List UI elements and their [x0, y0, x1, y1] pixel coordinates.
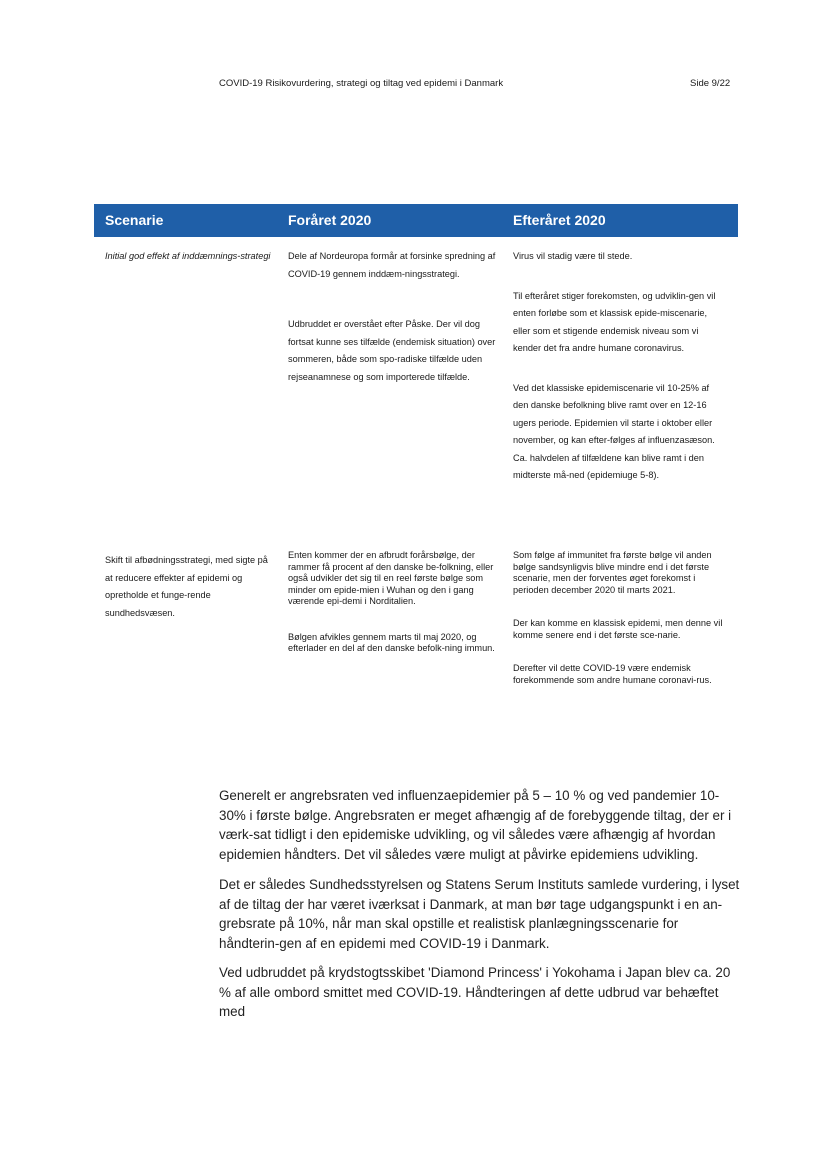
row1-spring-p1: Dele af Nordeuropa formår at forsinke spredning af COVID-19 gennem inddæm-ningsstrategi.	[288, 251, 496, 279]
row2-spring	[288, 550, 498, 655]
col-header-scenario: Scenarie	[105, 212, 164, 228]
row2-autumn	[513, 550, 731, 686]
row2-scenario-text: Skift til afbødningsstrategi, med sigte på at reducere effekter af epidemi og opretholde et funge-rende sundhedsvæsen.	[105, 555, 268, 618]
body-paragraph-1-text: Generelt er angrebsraten ved influenzaepidemier på 5 – 10 % og ved pandemier 10-30% i første bølge. Angrebsraten er meget afhængig af de forebyggende tiltag, der er i værk-sat tidligt i den epidemiske udvikling, og vil således være afhængig af hvordan epidemien håndters. Det vil således være muligt at påvirke epidemiens udvikling.	[219, 788, 732, 862]
row1-autumn	[513, 248, 725, 485]
row1-scenario-text: Initial god effekt af inddæmnings-strategi	[105, 251, 271, 261]
page-number: Side 9/22	[690, 78, 731, 89]
row1-spring	[288, 248, 496, 386]
col-header-autumn: Efteråret 2020	[513, 212, 606, 228]
row1-autumn-p1: Virus vil stadig være til stede.	[513, 251, 633, 261]
col-header-spring: Foråret 2020	[288, 212, 372, 228]
running-header-title: COVID-19 Risikovurdering, strategi og tiltag ved epidemi i Danmark	[219, 78, 504, 89]
row1-spring-p2: Udbruddet er overstået efter Påske. Der vil dog fortsat kunne ses tilfælde (endemisk situation) over sommeren, både som spo-radiske tilfælde uden rejseanamnese og som importerede tilfælde.	[288, 319, 496, 382]
row2-autumn-p2: Der kan komme en klassisk epidemi, men denne vil komme senere end i det første sce-narie.	[513, 618, 723, 640]
row1-autumn-p2: Til efteråret stiger forekomsten, og udviklin-gen vil enten forløbe som et klassisk epide-miscenarie, eller som et stigende endemisk niveau som vi kender det fra andre humane coronavirus.	[513, 290, 716, 353]
row2-scenario	[105, 552, 275, 622]
row2-autumn-p1: Som følge af immunitet fra første bølge vil anden bølge sandsynligvis blive mindre end i det første scenarie, men der forventes øget forekomst i perioden december 2020 til marts 2021.	[513, 550, 712, 595]
row2-spring-p2: Bølgen afvikles gennem marts til maj 2020, og efterlader en del af den danske befolk-ning immun.	[288, 631, 495, 653]
row1-scenario	[105, 248, 275, 266]
body-paragraph-2-text: Det er således Sundhedsstyrelsen og Statens Serum Instituts samlede vurdering, i lyset af de tiltag der har været iværksat i Danmark, at man bør tage udgangspunkt i en an-grebsrate på 10%, når man skal opstille et realistisk planlægningsscenarie for håndterin-gen af en epidemi med COVID-19 i Danmark.	[219, 877, 740, 951]
body-paragraph-2	[219, 875, 741, 953]
row2-autumn-p3: Derefter vil dette COVID-19 være endemisk forekommende som andre humane coronavi-rus.	[513, 663, 712, 685]
row1-autumn-p3: Ved det klassiske epidemiscenarie vil 10-25% af den danske befolkning blive ramt over en 12-16 ugers periode. Epidemien vil starte i oktober eller november, og kan efter-følges af influenzasæson. Ca. halvdelen af tilfældene kan blive ramt i den midterste må-ned (epidemiuge 5-8).	[513, 382, 715, 480]
body-paragraph-3	[219, 963, 741, 1022]
table-header	[94, 204, 738, 237]
body-paragraph-1	[219, 786, 741, 864]
body-paragraph-3-text: Ved udbruddet på krydstogtsskibet 'Diamond Princess' i Yokohama i Japan blev ca. 20 % af alle ombord smittet med COVID-19. Håndteringen af dette udbrud var behæftet med	[219, 965, 731, 1019]
row2-spring-p1: Enten kommer der en afbrudt forårsbølge, der rammer få procent af den danske be-folkning, eller også udvikler det sig til en reel første bølge som minder om epide-mien i Wuhan og den i gang værende epi-demi i Norditalien.	[288, 550, 494, 606]
